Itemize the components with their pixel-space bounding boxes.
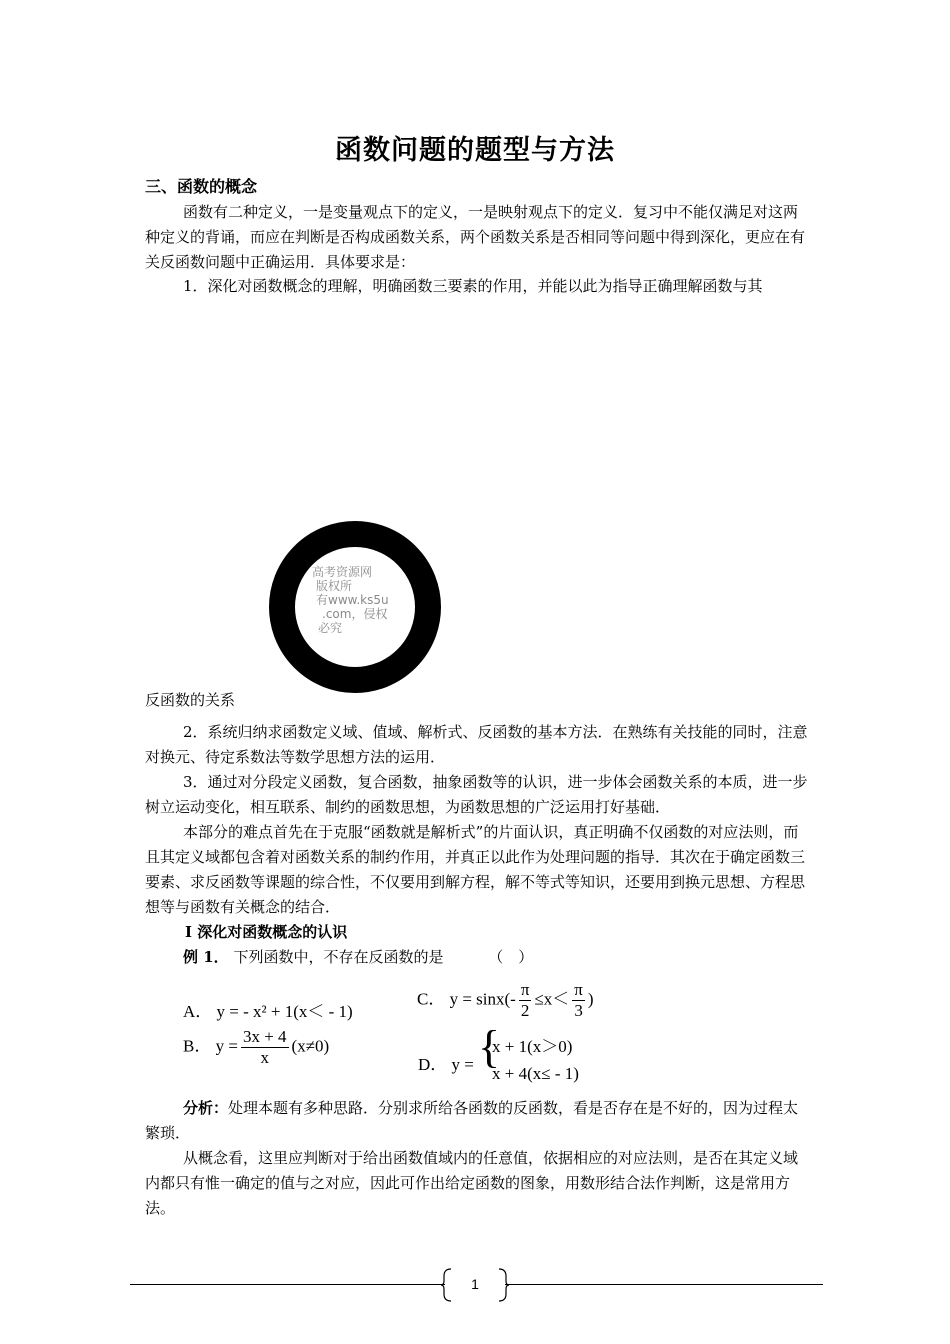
brace-icon: { xyxy=(478,1021,501,1072)
analysis-text: 处理本题有多种思路．分别求所给各函数的反函数，看是否存在是不好的，因为过程太繁琐． xyxy=(145,1099,799,1142)
watermark-line-1: 高考资源网 xyxy=(312,565,373,579)
concept-paragraph: 从概念看，这里应判断对于给出函数值域内的任意值，依据相应的对应法则，是否在其定义域内都只有惟一确定的值与之对应，因此可作出给定函数的图象，用数形结合法作判断，这是常用方法。 xyxy=(145,1149,799,1217)
answer-parentheses: （ ） xyxy=(488,948,534,966)
option-a xyxy=(183,997,353,1022)
difficulty-paragraph: 本部分的难点首先在于克服“函数就是解析式”的片面认识，真正明确不仅函数的对应法则，而且其定义域都包含着对函数关系的制约作用，并真正以此作为处理问题的指导．其次在于确定函数三要素、求反函数等课题的综合性，不仅要用到解方程，解不等式等知识，还要用到换元思想、方程思想等与函数有关概念的结合． xyxy=(145,823,806,916)
option-c-suffix: ) xyxy=(587,989,594,1009)
watermark-line-3: 有www.ks5u xyxy=(316,593,389,607)
option-d-y: y = xyxy=(451,1055,474,1074)
page-title: 函数问题的题型与方法 xyxy=(335,135,615,166)
requirement-1: 1．深化对函数概念的理解，明确函数三要素的作用，并能以此为指导正确理解函数与其 xyxy=(183,277,763,295)
option-a-expression: y = - x² + 1(x＜ - 1) xyxy=(216,1002,353,1021)
requirement-1-continued: 反函数的关系 xyxy=(145,691,236,709)
option-d-label: D． xyxy=(418,1055,448,1074)
option-b-condition: (x≠0) xyxy=(291,1036,330,1056)
page-number: 1 xyxy=(471,1276,479,1292)
footer-line-right xyxy=(505,1284,823,1285)
watermark-seal-image xyxy=(268,520,442,694)
part1-heading: Ⅰ 深化对函数概念的认识 xyxy=(185,923,348,941)
watermark-line-2: 版权所 xyxy=(316,579,353,593)
example-label: 例 1． xyxy=(183,948,229,966)
option-c-label: C． xyxy=(417,989,446,1009)
example-1-line xyxy=(183,945,810,970)
analysis-label: 分析： xyxy=(183,1099,229,1117)
example-question: 下列函数中，不存在反函数的是 xyxy=(233,948,444,966)
watermark-line-4: .com，侵权 xyxy=(322,607,388,621)
option-b-y: y = xyxy=(215,1036,238,1056)
requirement-3: 3．通过对分段定义函数，复合函数，抽象函数等的认识，进一步体会函数关系的本质，进一步树立运动变化，相互联系、制约的函数思想，为函数思想的广泛运用打好基础． xyxy=(145,773,808,816)
option-d xyxy=(418,1050,474,1075)
option-c-fraction-2: $\frac{\pi}{3}$ xyxy=(574,980,583,1020)
option-d-case-2: x + 4(x≤ - 1) xyxy=(492,1064,579,1083)
option-c-prefix: y = sinx(- xyxy=(449,989,516,1009)
section-heading-concept: 三、函数的概念 xyxy=(145,177,258,196)
option-d-case-1: x + 1(x＞0) xyxy=(492,1037,573,1056)
option-b-fraction: $\frac{3x + 4}{x}$ xyxy=(242,1027,287,1067)
watermark-line-5: 必究 xyxy=(318,621,343,635)
requirement-2: 2．系统归纳求函数定义域、值域、解析式、反函数的基本方法．在熟练有关技能的同时，注意对换元、待定系数法等数学思想方法的运用． xyxy=(145,723,808,766)
footer-line-left xyxy=(130,1284,445,1285)
intro-paragraph: 函数有二种定义，一是变量观点下的定义，一是映射观点下的定义．复习中不能仅满足对这两种定义的背诵，而应在判断是否构成函数关系，两个函数关系是否相同等问题中得到深化，更应在有关反函数问题中正确运用．具体要求是： xyxy=(145,203,806,271)
option-c xyxy=(417,980,594,1021)
option-c-fraction-1: $\frac{\pi}{2}$ xyxy=(520,980,530,1020)
option-a-label: A． xyxy=(183,1002,213,1021)
option-b-label: B． xyxy=(183,1036,212,1056)
option-c-middle: ≤x＜ xyxy=(534,989,570,1009)
option-d-piecewise xyxy=(478,1021,618,1090)
option-b xyxy=(183,1027,329,1068)
analysis-paragraph xyxy=(145,1096,810,1146)
